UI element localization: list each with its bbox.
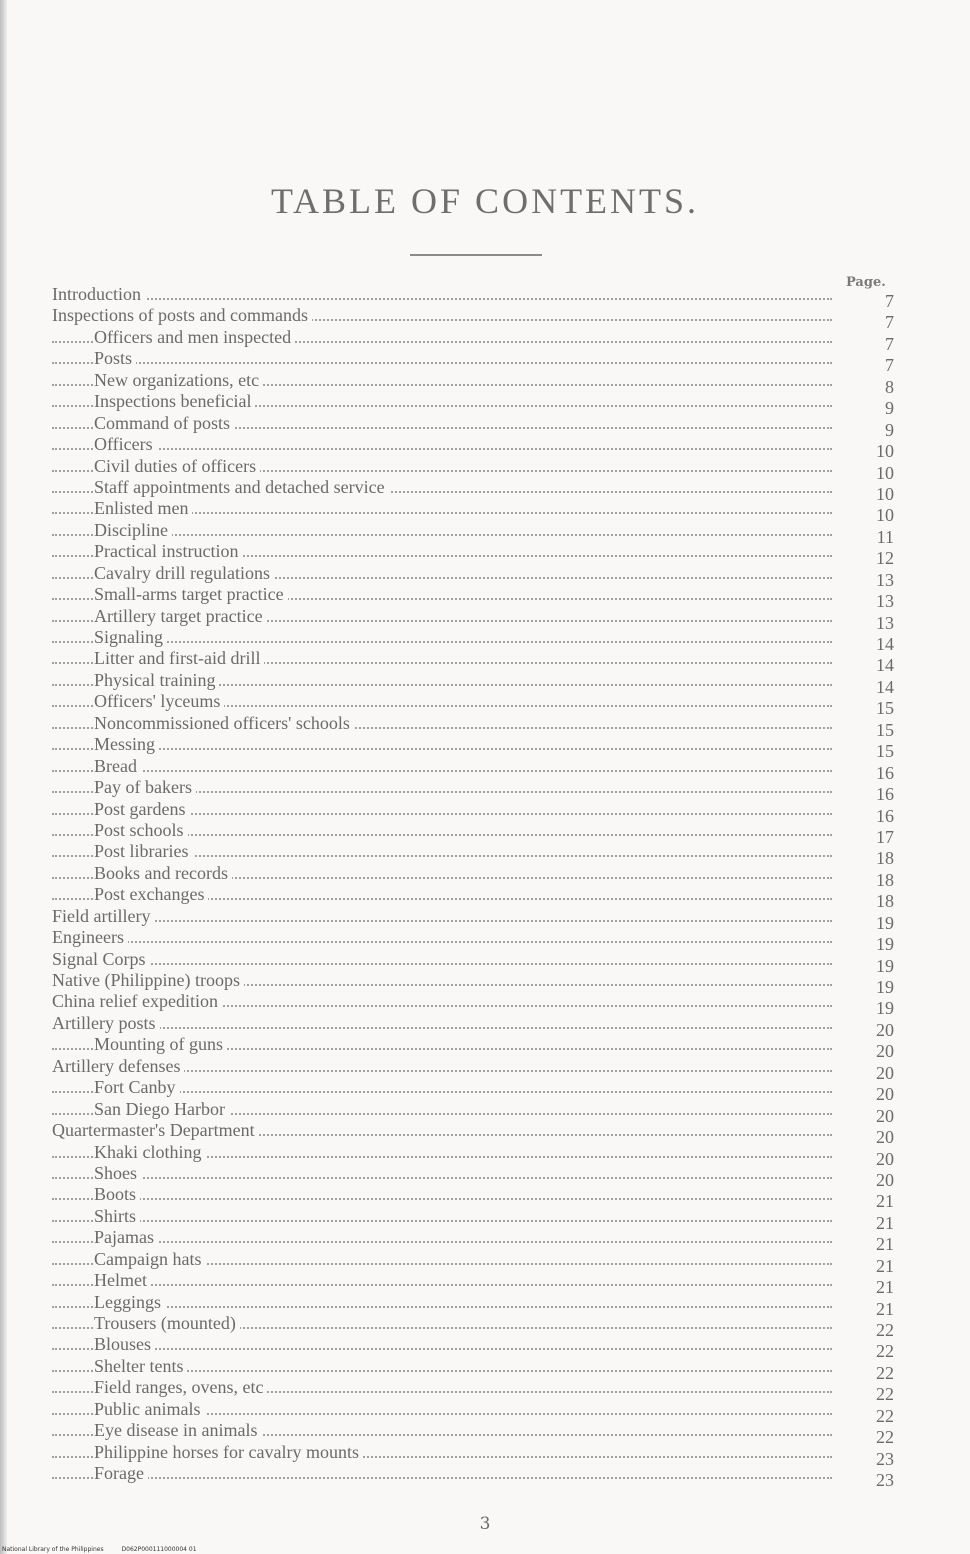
toc-entry-label: Officers and men inspected <box>94 327 295 348</box>
toc-entry-label: Post exchanges <box>94 884 208 905</box>
toc-entry <box>52 1463 898 1491</box>
toc-entry-page: 14 <box>876 655 894 676</box>
toc-entry-page: 19 <box>876 955 894 976</box>
toc-entry <box>52 1355 898 1383</box>
dot-leader <box>52 641 832 643</box>
toc-entry-label: China relief expedition <box>52 991 222 1012</box>
toc-entry-label: Books and records <box>94 863 232 884</box>
toc-entry <box>52 391 898 419</box>
toc-entry-label: Small-arms target practice <box>94 584 288 605</box>
toc-entry-page: 20 <box>876 1062 894 1083</box>
toc-entry-label: Artillery target practice <box>94 606 267 627</box>
toc-entry <box>52 1313 898 1340</box>
toc-entry <box>52 284 898 311</box>
toc-entry-page: 18 <box>876 848 894 869</box>
toc-entry-page: 22 <box>876 1427 894 1448</box>
toc-entry <box>52 326 898 354</box>
dot-leader <box>52 1477 832 1479</box>
toc-entry-page: 21 <box>876 1234 894 1255</box>
toc-entry <box>52 627 898 654</box>
toc-entry-label: Post schools <box>94 820 188 841</box>
toc-entry-label: Mounting of guns <box>94 1034 227 1055</box>
toc-entry-label: Artillery defenses <box>52 1056 184 1077</box>
toc-entry <box>52 948 898 976</box>
dot-leader <box>52 1284 832 1286</box>
toc-entry <box>52 1205 898 1233</box>
toc-entry-label: Post gardens <box>94 799 190 820</box>
dot-leader <box>52 1198 832 1200</box>
toc-entry-label: Post libraries <box>94 841 193 862</box>
toc-entry-label: Discipline <box>94 520 172 541</box>
toc-entry-label: Philippine horses for cavalry mounts <box>94 1442 363 1463</box>
toc-entry <box>52 1162 898 1190</box>
toc-entry-label: Blouses <box>94 1334 155 1355</box>
toc-entry <box>52 562 898 590</box>
toc-entry <box>52 691 898 719</box>
toc-entry-page: 10 <box>876 462 894 483</box>
toc-entry-label: Messing <box>94 734 159 755</box>
toc-entry-page: 22 <box>876 1320 894 1340</box>
toc-entry-label: Officers <box>94 434 157 455</box>
toc-entry <box>52 905 898 933</box>
toc-entry <box>52 798 898 826</box>
toc-entry <box>52 498 898 526</box>
toc-entry <box>52 1034 898 1062</box>
toc-entry-page: 16 <box>876 805 894 826</box>
dot-leader <box>52 362 832 364</box>
toc-entry <box>52 412 898 440</box>
dot-leader <box>52 1348 832 1350</box>
toc-entry-label: Forage <box>94 1463 148 1484</box>
toc-entry <box>52 455 898 483</box>
dot-leader <box>52 963 832 965</box>
toc-entry <box>52 605 898 633</box>
dot-leader <box>52 770 832 772</box>
toc-entry-page: 7 <box>885 333 894 354</box>
toc-entry <box>52 1055 898 1083</box>
toc-entry-label: Physical training <box>94 670 219 691</box>
toc-entry-page: 8 <box>885 376 894 397</box>
toc-entry-label: Pay of bakers <box>94 777 196 798</box>
toc-entry <box>52 884 898 912</box>
toc-entry-page: 19 <box>876 912 894 933</box>
toc-entry <box>52 1334 898 1362</box>
toc-entry-page: 19 <box>876 934 894 955</box>
toc-entry-label: Shoes <box>94 1163 141 1184</box>
toc-entry-page: 20 <box>876 1105 894 1126</box>
toc-entry-label: Leggings <box>94 1292 165 1313</box>
toc-entry <box>52 1098 898 1126</box>
toc-entry <box>52 1291 898 1319</box>
toc-entry <box>52 755 898 783</box>
toc-entry-page: 20 <box>876 1084 894 1105</box>
toc-entry <box>52 669 898 697</box>
toc-entry-label: Field artillery <box>52 906 154 927</box>
toc-entry-page: 12 <box>876 548 894 569</box>
toc-entry-label: Introduction <box>52 284 145 305</box>
page-title: TABLE OF CONTENTS. <box>270 181 700 221</box>
toc-entry <box>52 1420 898 1448</box>
toc-entry <box>52 1398 898 1426</box>
toc-entry-page: 13 <box>876 591 894 612</box>
toc-entry-label: Fort Canby <box>94 1077 180 1098</box>
toc-entry-label: San Diego Harbor <box>94 1099 229 1120</box>
toc-entry-page: 14 <box>876 676 894 697</box>
toc-entry-page: 23 <box>876 1448 894 1469</box>
toc-entry-page: 19 <box>876 977 894 997</box>
toc-entry-page: 9 <box>885 398 894 419</box>
toc-entry-page: 15 <box>876 719 894 740</box>
toc-entry-label: Khaki clothing <box>94 1142 205 1163</box>
toc-entry <box>52 434 898 462</box>
toc-entry <box>52 1141 898 1169</box>
toc-entry-page: 20 <box>876 1127 894 1148</box>
toc-entry-label: Practical instruction <box>94 541 242 562</box>
toc-entry <box>52 1184 898 1212</box>
toc-entry-page: 9 <box>885 419 894 440</box>
dot-leader <box>52 448 832 450</box>
toc-entry <box>52 841 898 869</box>
toc-entry-page: 13 <box>876 569 894 590</box>
toc-entry-label: Eye disease in animals <box>94 1420 261 1441</box>
toc-entry-page: 22 <box>876 1362 894 1383</box>
toc-entry-label: Signaling <box>94 627 167 648</box>
toc-entry-label: Cavalry drill regulations <box>94 563 274 584</box>
dot-leader <box>52 941 832 943</box>
page-column-header: Page. <box>846 275 886 290</box>
toc-entry <box>52 927 898 955</box>
toc-entry <box>52 305 898 333</box>
toc-entry-label: Officers' lyceums <box>94 691 224 712</box>
toc-entry-label: Shelter tents <box>94 1356 187 1377</box>
toc-entry-page: 15 <box>876 741 894 762</box>
toc-entry-label: Inspections beneficial <box>94 391 255 412</box>
dot-leader <box>52 1241 832 1243</box>
toc-entry <box>52 819 898 847</box>
scan-footer <box>2 1546 213 1553</box>
toc-entry-page: 18 <box>876 869 894 890</box>
toc-entry-page: 7 <box>885 355 894 376</box>
toc-entry-label: New organizations, etc <box>94 370 263 391</box>
toc-entry <box>52 369 898 397</box>
toc-entry <box>52 1377 898 1405</box>
toc-entry-label: Civil duties of officers <box>94 456 260 477</box>
toc-entry <box>52 1012 898 1040</box>
dot-leader <box>52 1220 832 1222</box>
toc-entry <box>52 584 898 612</box>
toc-entry-page: 23 <box>876 1470 894 1491</box>
toc-entry-label: Engineers <box>52 927 128 948</box>
toc-entry-label: Bread <box>94 756 141 777</box>
toc-entry-page: 16 <box>876 784 894 805</box>
toc-entry-label: Litter and first-aid drill <box>94 648 264 669</box>
toc-entry-page: 19 <box>876 998 894 1019</box>
toc-entry-page: 18 <box>876 891 894 912</box>
toc-entry-page: 7 <box>885 291 894 311</box>
toc-entry-page: 21 <box>876 1277 894 1298</box>
toc-entry-label: Boots <box>94 1184 140 1205</box>
page-edge-shadow <box>0 0 7 1554</box>
toc-entry-page: 22 <box>876 1341 894 1362</box>
dot-leader <box>52 748 832 750</box>
toc-entry-label: Artillery posts <box>52 1013 160 1034</box>
toc-entry-page: 21 <box>876 1255 894 1276</box>
toc-entry <box>52 1248 898 1276</box>
toc-entry-label: Campaign hats <box>94 1249 205 1270</box>
toc-entry <box>52 862 898 890</box>
toc-entry-label: Signal Corps <box>52 949 150 970</box>
toc-entry <box>52 1227 898 1255</box>
toc-entry-page: 10 <box>876 505 894 526</box>
toc-entry <box>52 991 898 1019</box>
toc-entry <box>52 519 898 547</box>
toc-entry-page: 20 <box>876 1148 894 1169</box>
toc-entry-label: Public animals <box>94 1399 205 1420</box>
toc-entry <box>52 777 898 805</box>
toc-entry-page: 13 <box>876 612 894 633</box>
toc-entry-page: 21 <box>876 1298 894 1319</box>
toc-entry-page: 17 <box>876 826 894 847</box>
footer-code: D062P000111000004 01 <box>121 1546 197 1553</box>
dot-leader <box>52 1177 832 1179</box>
dot-leader <box>52 1306 832 1308</box>
toc-entry-page: 21 <box>876 1212 894 1233</box>
toc-entry <box>52 648 898 676</box>
toc-entry-page: 21 <box>876 1191 894 1212</box>
toc-entry <box>52 541 898 569</box>
toc-entry-label: Command of posts <box>94 413 234 434</box>
toc-entry <box>52 734 898 762</box>
toc-entry-page: 22 <box>876 1384 894 1405</box>
page-number: 3 <box>479 1514 491 1534</box>
toc-entry-page: 10 <box>876 483 894 504</box>
toc-entry-page: 20 <box>876 1041 894 1062</box>
table-of-contents <box>52 284 898 1491</box>
toc-entry-label: Trousers (mounted) <box>94 1313 240 1334</box>
title-rule <box>410 254 542 256</box>
toc-entry <box>52 1077 898 1105</box>
toc-entry-label: Enlisted men <box>94 498 192 519</box>
toc-entry <box>52 1120 898 1148</box>
toc-entry-page: 22 <box>876 1405 894 1426</box>
toc-entry <box>52 348 898 376</box>
dot-leader <box>52 298 832 300</box>
toc-entry-label: Inspections of posts and commands <box>52 305 312 326</box>
toc-entry-label: Field ranges, ovens, etc <box>94 1377 267 1398</box>
toc-entry-page: 20 <box>876 1169 894 1190</box>
toc-entry <box>52 712 898 740</box>
toc-entry-label: Pajamas <box>94 1227 158 1248</box>
toc-entry-page: 10 <box>876 441 894 462</box>
toc-entry-page: 15 <box>876 698 894 719</box>
toc-entry-label: Posts <box>94 348 136 369</box>
toc-entry-label: Quartermaster's Department <box>52 1120 259 1141</box>
toc-entry-page: 16 <box>876 762 894 783</box>
dot-leader <box>52 1027 832 1029</box>
toc-entry-label: Helmet <box>94 1270 151 1291</box>
toc-entry-page: 7 <box>885 312 894 333</box>
toc-entry-page: 14 <box>876 634 894 654</box>
footer-library: National Library of the Philippines <box>2 1546 104 1553</box>
toc-entry-label: Noncommissioned officers' schools <box>94 713 354 734</box>
toc-entry-label: Staff appointments and detached service <box>94 477 389 498</box>
toc-entry-page: 11 <box>876 526 894 547</box>
toc-entry <box>52 970 898 997</box>
toc-entry <box>52 1270 898 1298</box>
toc-entry <box>52 1441 898 1469</box>
toc-entry-label: Shirts <box>94 1206 140 1227</box>
dot-leader <box>52 920 832 922</box>
toc-entry-label: Native (Philippine) troops <box>52 970 244 991</box>
toc-entry-page: 20 <box>876 1019 894 1040</box>
toc-entry <box>52 476 898 504</box>
